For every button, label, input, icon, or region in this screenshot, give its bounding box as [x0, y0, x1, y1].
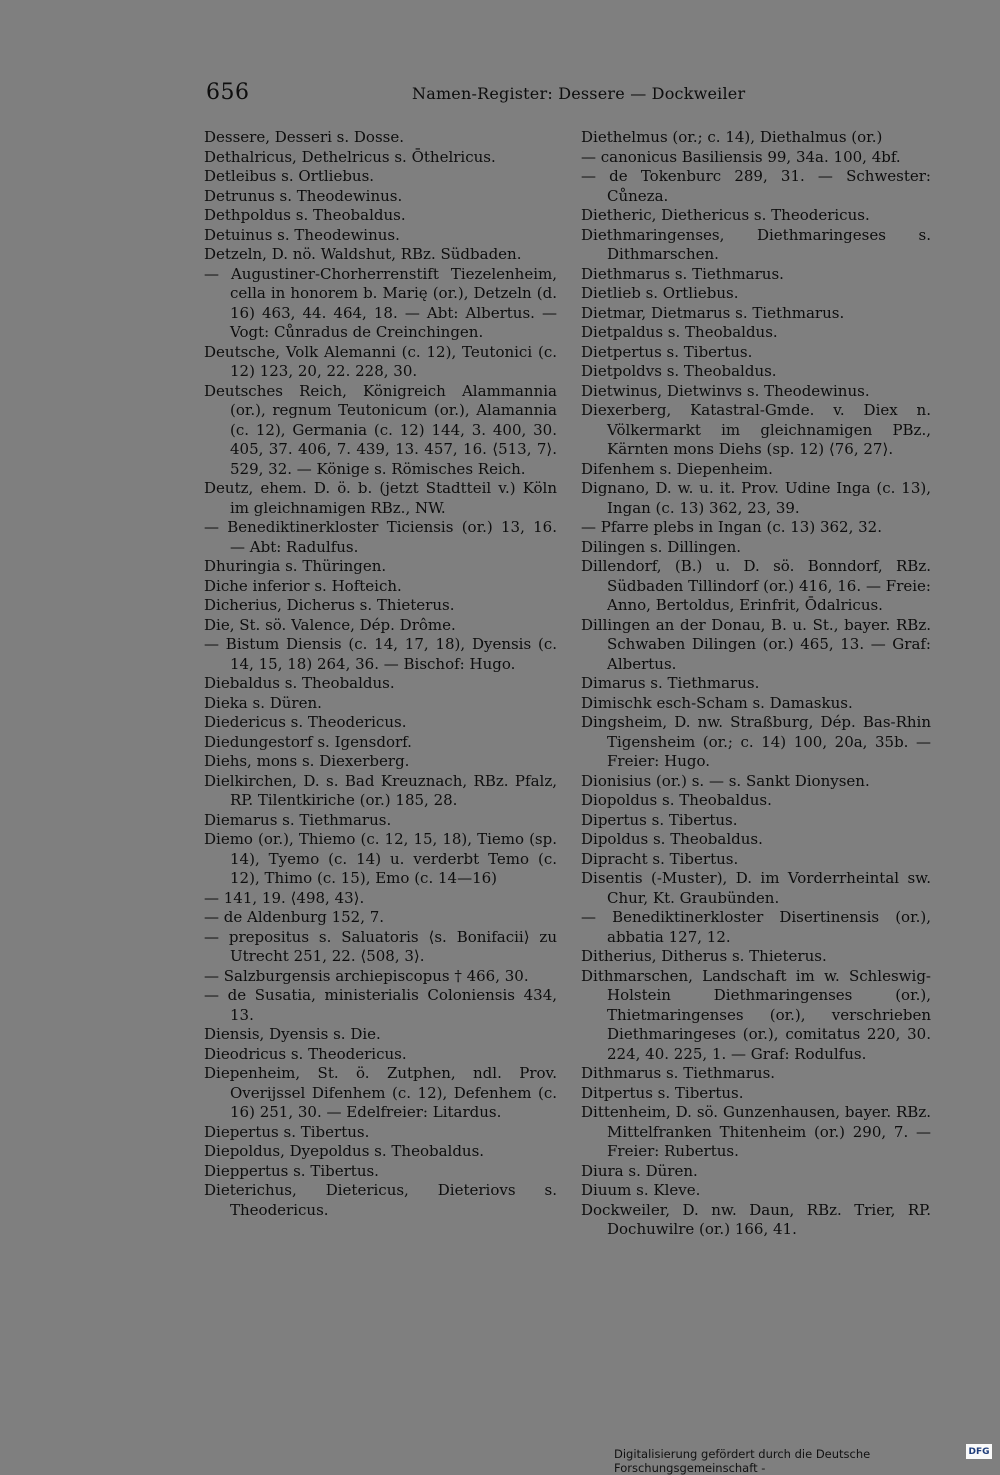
index-entry: — prepositus s. Saluatoris ⟨s. Bonifacii⟩ zu Utrecht 251, 22. ⟨508, 3⟩. — [204, 927, 557, 965]
index-entry: Dipertus s. Tibertus. — [581, 810, 738, 829]
index-entry: Dietpertus s. Tibertus. — [581, 342, 753, 361]
index-entry: Dietmar, Dietmarus s. Tiethmarus. — [581, 303, 845, 322]
index-entry: Disentis (-Muster), D. im Vorderrheintal sw. Chur, Kt. Graubünden. — [581, 869, 931, 907]
index-entry: Dithmarus s. Tiethmarus. — [581, 1064, 776, 1082]
index-entry: Dessere, Desseri s. Dosse. — [204, 128, 405, 146]
index-entry: Diethmaringenses, Diethmaringeses s. Dithmarschen. — [581, 225, 931, 263]
index-entry: Diuum s. Kleve. — [581, 1181, 701, 1199]
index-entry: — Augustiner-Chorherrenstift Tiezelenheim, cella in honorem b. Marię (or.), Detzeln (d. 16) 463, 44. 464, 18. — Abt: Albertus. — Vogt: Cůnradus de Creinchingen. — [204, 264, 557, 341]
index-entry: Dielkirchen, D. s. Bad Kreuznach, RBz. Pfalz, RP. Tilentkiriche (or.) 185, 28. — [204, 771, 557, 809]
index-entry: Deutsche, Volk Alemanni (c. 12), Teutonici (c. 12) 123, 20, 22. 228, 30. — [204, 342, 557, 380]
index-entry: Dipracht s. Tibertus. — [581, 849, 739, 868]
index-entry: Diedericus s. Theodericus. — [204, 713, 407, 731]
index-entry: Dionisius (or.) s. — s. Sankt Dionysen. — [581, 771, 870, 790]
index-entry: Diemo (or.), Thiemo (c. 12, 15, 18), Tiemo (sp. 14), Tyemo (c. 14) u. verderbt Temo (c. 12), Thimo (c. 15), Emo (c. 14—16) — [204, 830, 557, 887]
index-entry: — de Tokenburc 289, 31. — Schwester: Cůneza. — [581, 167, 931, 205]
index-entry: Dieterichus, Dietericus, Dieteriovs s. Theodericus. — [204, 1181, 557, 1219]
index-entry: Diethmarus s. Tiethmarus. — [581, 264, 784, 283]
index-entry: Detzeln, D. nö. Waldshut, RBz. Südbaden. — [204, 245, 522, 263]
index-entry: Dithmarschen, Landschaft im w. Schleswig-Holstein Diethmaringenses (or.), Thietmaringenses (or.), verschrieben Diethmaringeses (or.), comitatus 220, 30. 224, 40. 225, 1. — Graf: Rodulfus. — [581, 966, 931, 1063]
index-entry: Dhuringia s. Thüringen. — [204, 557, 387, 575]
index-entry: — Benediktinerkloster Disertinensis (or.), abbatia 127, 12. — [581, 908, 931, 946]
index-entry: Dicherius, Dicherus s. Thieterus. — [204, 596, 455, 614]
index-entry: Dieppertus s. Tibertus. — [204, 1161, 379, 1180]
index-entry: Deutsches Reich, Königreich Alammannia (or.), regnum Teutonicum (or.), Alamannia (c. 12), Germania (c. 12) 144, 3. 400, 30. 405, 37. 406, 7. 439, 13. 457, 16. ⟨513, 7⟩. 529, 32. — Könige s. Römisches Reich. — [204, 381, 557, 478]
index-entry: Detrunus s. Theodewinus. — [204, 186, 403, 205]
index-entry: Dietheric, Diethericus s. Theodericus. — [581, 206, 870, 224]
index-entry: Dieodricus s. Theodericus. — [204, 1044, 407, 1063]
index-entry: Diebaldus s. Theobaldus. — [204, 674, 395, 692]
index-entry: Dietwinus, Dietwinvs s. Theodewinus. — [581, 381, 870, 400]
index-entry: — 141, 19. ⟨498, 43⟩. — [204, 888, 365, 907]
index-entry: Dieka s. Düren. — [204, 693, 322, 712]
index-entry: — Pfarre plebs in Ingan (c. 13) 362, 32. — [581, 518, 882, 536]
index-entry: — de Susatia, ministerialis Coloniensis 434, 13. — [204, 986, 557, 1024]
index-entry: Diepoldus, Dyepoldus s. Theobaldus. — [204, 1142, 485, 1160]
index-entry: Dipoldus s. Theobaldus. — [581, 830, 763, 848]
index-entry: Diche inferior s. Hofteich. — [204, 576, 402, 595]
index-entry: Dillingen an der Donau, B. u. St., bayer. RBz. Schwaben Dilingen (or.) 465, 13. — Graf: Albertus. — [581, 615, 931, 673]
index-entry: Dimarus s. Tiethmarus. — [581, 674, 760, 692]
index-entry: Dignano, D. w. u. it. Prov. Udine Inga (c. 13), Ingan (c. 13) 362, 23, 39. — [581, 479, 931, 517]
index-entry: Difenhem s. Diepenheim. — [581, 459, 773, 478]
index-entry: Ditpertus s. Tibertus. — [581, 1083, 744, 1102]
index-entry: Dietlieb s. Ortliebus. — [581, 284, 739, 302]
funding-footer: Digitalisierung gefördert durch die Deutsche Forschungsgemeinschaft - — [614, 1447, 871, 1475]
dfg-logo: DFG — [966, 1444, 992, 1459]
index-entry: Die, St. sö. Valence, Dép. Drôme. — [204, 615, 456, 634]
index-entry: Diopoldus s. Theobaldus. — [581, 791, 772, 809]
index-entry: Dittenheim, D. sö. Gunzenhausen, bayer. RBz. Mittelfranken Thitenheim (or.) 290, 7. — Freier: Rubertus. — [581, 1103, 931, 1160]
index-entry: — Salzburgensis archiepiscopus † 466, 30. — [204, 966, 529, 985]
index-entry: Diensis, Dyensis s. Die. — [204, 1025, 381, 1043]
index-entry: Dingsheim, D. nw. Straßburg, Dép. Bas-Rhin Tigensheim (or.; c. 14) 100, 20a, 35b. — Freier: Hugo. — [581, 713, 931, 770]
index-column-left — [204, 128, 557, 1220]
running-head: Namen-Register: Dessere — Dockweiler — [412, 84, 746, 103]
index-entry: — de Aldenburg 152, 7. — [204, 908, 385, 926]
index-entry: Dethalricus, Dethelricus s. Ōthelricus. — [204, 147, 496, 166]
index-entry: Dilingen s. Dillingen. — [581, 537, 742, 556]
index-entry: Diexerberg, Katastral-Gmde. v. Diex n. Völkermarkt im gleichnamigen PBz., Kärnten mons Diehs (sp. 12) ⟨76, 27⟩. — [581, 401, 931, 458]
index-entry: Diethelmus (or.; c. 14), Diethalmus (or.) — [581, 128, 883, 146]
index-entry: Diepenheim, St. ö. Zutphen, ndl. Prov. Overijssel Difenhem (c. 12), Defenhem (c. 16) 251, 30. — Edelfreier: Litardus. — [204, 1064, 557, 1121]
index-entry: Dietpoldvs s. Theobaldus. — [581, 362, 777, 380]
index-entry: Diepertus s. Tibertus. — [204, 1122, 370, 1141]
index-entry: Dethpoldus s. Theobaldus. — [204, 206, 406, 224]
index-entry: Deutz, ehem. D. ö. b. (jetzt Stadtteil v.) Köln im gleichnamigen RBz., NW. — [204, 479, 557, 517]
index-entry: Ditherius, Ditherus s. Thieterus. — [581, 947, 827, 965]
index-entry: — canonicus Basiliensis 99, 34a. 100, 4bf. — [581, 147, 901, 166]
index-entry: Detleibus s. Ortliebus. — [204, 167, 375, 185]
page-number: 656 — [206, 80, 250, 105]
index-entry: Diedungestorf s. Igensdorf. — [204, 732, 412, 751]
index-entry: Diura s. Düren. — [581, 1161, 698, 1180]
index-entry: Dimischk esch-Scham s. Damaskus. — [581, 693, 853, 712]
index-entry: Diehs, mons s. Diexerberg. — [204, 752, 410, 770]
index-entry: Detuinus s. Theodewinus. — [204, 225, 400, 244]
index-entry: — Bistum Diensis (c. 14, 17, 18), Dyensis (c. 14, 15, 18) 264, 36. — Bischof: Hugo. — [204, 635, 557, 673]
index-entry: — Benediktinerkloster Ticiensis (or.) 13, 16. — Abt: Radulfus. — [204, 518, 557, 556]
index-entry: Dockweiler, D. nw. Daun, RBz. Trier, RP. Dochuwilre (or.) 166, 41. — [581, 1200, 931, 1238]
index-entry: Diemarus s. Tiethmarus. — [204, 810, 392, 829]
index-entry: Dillendorf, (B.) u. D. sö. Bonndorf, RBz. Südbaden Tillindorf (or.) 416, 16. — Freie: Anno, Bertoldus, Erinfrit, Ōdalricus. — [581, 557, 931, 614]
index-entry: Dietpaldus s. Theobaldus. — [581, 323, 778, 341]
index-column-right — [581, 128, 931, 1240]
